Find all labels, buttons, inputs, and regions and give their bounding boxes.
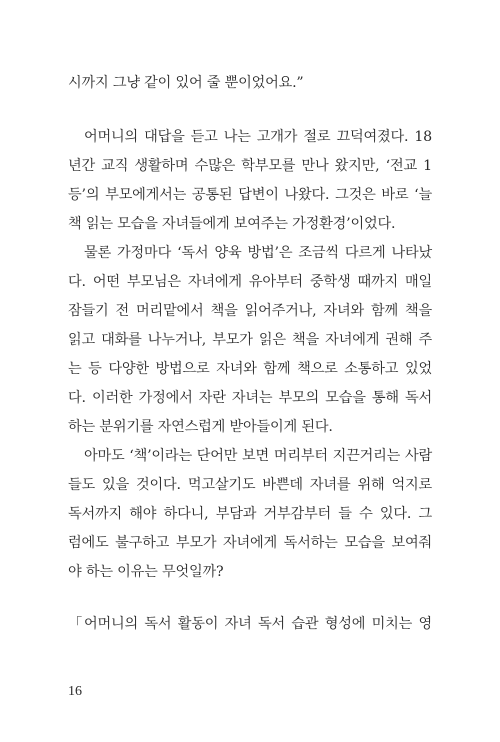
paragraph-line: 읽고 대화를 나누거나, 부모가 읽은 책을 자녀에게 권해 주 (68, 332, 432, 348)
paragraph-line: 다. 어떤 부모님은 자녀에게 유아부터 중학생 때까지 매일 (68, 274, 432, 290)
paragraph-line: 럼에도 불구하고 부모가 자녀에게 독서하는 모습을 보여줘 (68, 535, 432, 551)
page-number: 16 (68, 684, 82, 699)
paragraph-line: 독서까지 해야 하다니, 부담과 거부감부터 들 수 있다. 그 (68, 506, 432, 522)
paragraph-line: 들도 있을 것이다. 먹고살기도 바쁜데 자녀를 위해 억지로 (68, 477, 432, 493)
paragraph-line: 등’의 부모에게서는 공통된 답변이 나왔다. 그것은 바로 ‘늘 (68, 187, 432, 203)
paragraph-line: 잠들기 전 머리맡에서 책을 읽어주거나, 자녀와 함께 책을 (68, 303, 432, 319)
paragraph-line: 야 하는 이유는 무엇일까? (68, 564, 224, 580)
text-line: 시까지 그냥 같이 있어 줄 뿐이었어요.” (68, 75, 304, 91)
citation-line: 「어머니의 독서 활동이 자녀 독서 습관 형성에 미치는 영 (68, 616, 432, 632)
paragraph-line: 년간 교직 생활하며 수많은 학부모를 만나 왔지만, ‘전교 1 (68, 158, 432, 174)
paragraph-line: 아마도 ‘책’이라는 단어만 보면 머리부터 지끈거리는 사람 (84, 448, 432, 464)
paragraph-line: 물론 가정마다 ‘독서 양육 방법’은 조금씩 다르게 나타났 (84, 245, 432, 261)
paragraph-line: 책 읽는 모습을 자녀들에게 보여주는 가정환경’이었다. (68, 216, 396, 232)
paragraph-line: 어머니의 대답을 듣고 나는 고개가 절로 끄덕여졌다. 18 (84, 129, 432, 145)
paragraph-line: 다. 이러한 가정에서 자란 자녀는 부모의 모습을 통해 독서 (68, 390, 432, 406)
paragraph-line: 는 등 다양한 방법으로 자녀와 함께 책으로 소통하고 있었 (68, 361, 432, 377)
paragraph-line: 하는 분위기를 자연스럽게 받아들이게 된다. (68, 419, 333, 435)
